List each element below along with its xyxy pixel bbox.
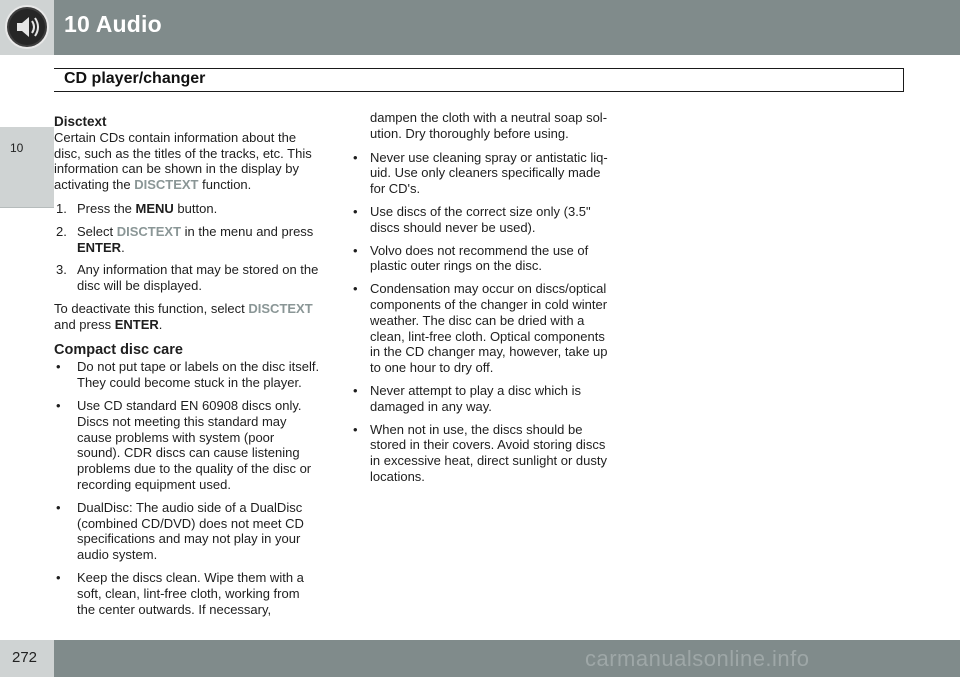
bullet: • bbox=[353, 421, 358, 437]
intro-suffix: function. bbox=[198, 177, 252, 193]
bullet-text: When not in use, the discs should be stored in their covers. Avoid storing discs in excessive heat, direct sunlight or dusty locations. bbox=[370, 421, 608, 484]
step-item bbox=[54, 262, 320, 294]
care-bullets-continued bbox=[353, 149, 610, 485]
page-number: 272 bbox=[12, 649, 38, 666]
list-item bbox=[353, 421, 610, 485]
watermark: carmanualsonline.info bbox=[585, 646, 810, 671]
disctext-heading: Disctext bbox=[54, 114, 107, 129]
bullet-text: Use discs of the correct size only (3.5" discs should never be used). bbox=[370, 203, 591, 235]
bullet: • bbox=[56, 569, 61, 585]
compact-disc-care-heading: Compact disc care bbox=[54, 341, 183, 358]
disctext-intro bbox=[54, 130, 320, 193]
deactivate-paragraph bbox=[54, 301, 320, 333]
bullet-text: Never use cleaning spray or antistatic liq-uid. Use only cleaners specifically made for CD's. bbox=[370, 149, 608, 197]
list-item bbox=[54, 359, 320, 391]
bullet: • bbox=[353, 382, 358, 398]
step-number: 2. bbox=[56, 223, 67, 239]
bullet: • bbox=[353, 149, 358, 165]
step-highlight: DISCTEXT bbox=[116, 223, 182, 239]
continuation-text: dampen the cloth with a neutral soap sol-ution. Dry thoroughly before using. bbox=[370, 110, 608, 141]
bullet: • bbox=[56, 359, 61, 375]
list-item bbox=[353, 203, 610, 236]
deactivate-text: To deactivate this function, select bbox=[54, 300, 249, 316]
step-text: Select bbox=[77, 223, 117, 239]
step-text: Any information that may be stored on the disc will be displayed. bbox=[77, 262, 319, 294]
intro-text: Certain CDs contain information about the disc, such as the titles of the tracks, etc. This information can be shown in the display by activating the bbox=[54, 129, 312, 193]
bullet: • bbox=[353, 281, 358, 297]
deactivate-highlight: DISCTEXT bbox=[248, 300, 313, 316]
deactivate-bold: ENTER bbox=[114, 316, 159, 332]
step-number: 1. bbox=[56, 200, 67, 216]
list-item bbox=[54, 500, 320, 563]
bullet: • bbox=[353, 203, 358, 219]
step-bold: ENTER bbox=[77, 239, 122, 255]
bullet-text: DualDisc: The audio side of a DualDisc (combined CD/DVD) does not meet CD specifications and may not play in your audio system. bbox=[77, 499, 304, 563]
list-item bbox=[353, 149, 610, 197]
section-title-box bbox=[54, 68, 904, 92]
step-text: . bbox=[121, 239, 125, 255]
step-text: button. bbox=[173, 200, 218, 216]
bullet-text: Never attempt to play a disc which is damaged in any way. bbox=[370, 382, 581, 414]
deactivate-text: and press bbox=[54, 316, 115, 332]
right-column bbox=[353, 110, 610, 492]
step-number: 3. bbox=[56, 262, 67, 278]
side-chapter-tab bbox=[0, 127, 54, 208]
step-bold: MENU bbox=[135, 200, 174, 216]
speaker-icon bbox=[4, 4, 50, 50]
bullet-text: Condensation may occur on discs/optical components of the changer in cold winter weather. The disc can be dried with a clean, lint-free cloth. Optical components in the CD changer may, however, take up to one hour to dry off. bbox=[370, 281, 608, 376]
bullet-text: Volvo does not recommend the use of plastic outer rings on the disc. bbox=[370, 242, 589, 274]
bullet: • bbox=[353, 242, 358, 258]
disctext-steps bbox=[54, 201, 320, 294]
step-text: Press the bbox=[77, 200, 136, 216]
bullet-text: Do not put tape or labels on the disc itself. They could become stuck in the player. bbox=[77, 359, 320, 391]
disctext-function-name: DISCTEXT bbox=[134, 177, 199, 193]
list-item bbox=[353, 382, 610, 415]
deactivate-text: . bbox=[158, 316, 163, 332]
left-column bbox=[54, 114, 320, 624]
section-title: CD player/changer bbox=[64, 70, 206, 87]
care-bullets bbox=[54, 359, 320, 617]
step-text: in the menu and press bbox=[181, 223, 314, 239]
list-item bbox=[54, 570, 320, 617]
side-tab-label: 10 bbox=[10, 141, 24, 155]
bullet-text: Keep the discs clean. Wipe them with a soft, clean, lint-free cloth, working from the center outwards. If necessary, bbox=[77, 569, 304, 617]
chapter-title: 10 Audio bbox=[64, 11, 162, 37]
bullet: • bbox=[56, 397, 61, 413]
list-item bbox=[54, 398, 320, 493]
footer-bar bbox=[0, 640, 960, 677]
step-item bbox=[54, 201, 320, 217]
bullet-text: Use CD standard EN 60908 discs only. Discs not meeting this standard may cause problems with system (poor sound). CDR discs can cause listening problems due to the quality of the disc or recording equipment used. bbox=[77, 397, 312, 492]
page-number-box bbox=[0, 640, 54, 677]
step-item bbox=[54, 224, 320, 256]
list-item bbox=[353, 242, 610, 275]
bullet: • bbox=[56, 499, 61, 515]
list-item bbox=[353, 281, 610, 376]
chapter-icon-box bbox=[0, 0, 54, 55]
